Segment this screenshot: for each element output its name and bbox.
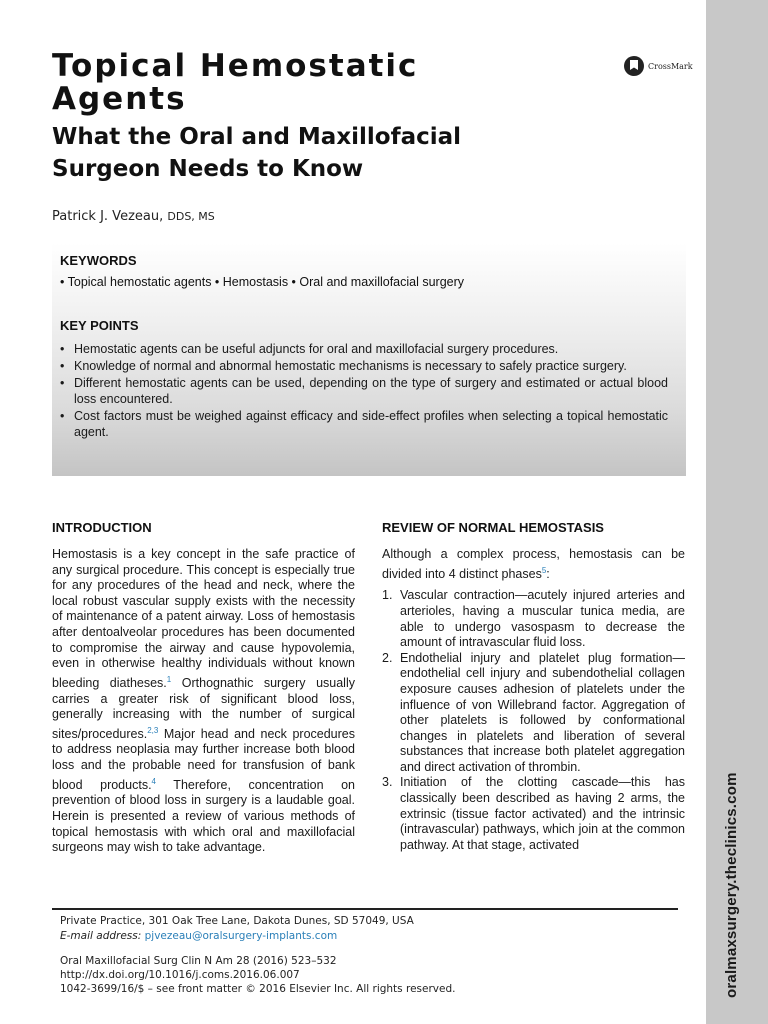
keywords-list: • Topical hemostatic agents • Hemostasis • Oral and maxillofacial surgery <box>60 275 465 289</box>
review-column <box>382 519 685 853</box>
key-point-item: • Different hemostatic agents can be used, depending on the type of surgery and estimated or actual blood loss encountered. <box>60 375 668 407</box>
reference-link[interactable]: 1 <box>166 674 172 684</box>
key-point-item: • Hemostatic agents can be useful adjuncts for oral and maxillofacial surgery procedures. <box>60 341 668 357</box>
phase-list <box>382 588 685 853</box>
phase-item: 1. Vascular contraction—acutely injured arteries and arterioles, having a muscular tunica media, are able to undergo vasospasm to decrease the amount of intravascular fluid loss. <box>382 588 685 650</box>
phase-item: 2. Endothelial injury and platelet plug formation—endothelial cell injury and subendothelial collagen exposure causes adhesion of platelets under the influence of von Willebrand factor. Aggregation of other platelets is followed by conformational changes in platelets and liberation of several substances that increase both platelet aggregation and direct activation of thrombin. <box>382 650 685 774</box>
footer-divider <box>52 908 678 910</box>
key-points-heading: KEY POINTS <box>60 318 139 333</box>
crossmark-icon <box>624 56 644 76</box>
phase-item: 3. Initiation of the clotting cascade—this has classically been described as having 2 arms, the extrinsic (tissue factor activated) and the intrinsic (intravascular) pathways, which join at the common pathway. At that stage, activated <box>382 775 685 852</box>
introduction-column <box>52 519 355 856</box>
review-intro: Although a complex process, hemostasis can be divided into 4 distinct phases$^5$: <box>382 547 685 581</box>
citation: Oral Maxillofacial Surg Clin N Am 28 (2016) 523–532 <box>60 955 337 967</box>
doi-link[interactable]: http://dx.doi.org/10.1016/j.coms.2016.06.007 <box>60 969 300 981</box>
key-points-list <box>60 341 668 441</box>
crossmark-badge[interactable] <box>624 56 693 76</box>
key-point-item: • Cost factors must be weighed against efficacy and side-effect profiles when selecting a topical hemostatic agent. <box>60 408 668 440</box>
author-line <box>52 209 215 224</box>
crossmark-label: CrossMark <box>648 61 693 71</box>
author-credentials: DDS, MS <box>167 210 215 223</box>
reference-link[interactable]: 5 <box>541 565 547 575</box>
keywords-box <box>52 243 686 476</box>
introduction-heading: INTRODUCTION <box>52 520 152 535</box>
copyright: 1042-3699/16/$ – see front matter © 2016 Elsevier Inc. All rights reserved. <box>60 983 456 995</box>
email-link[interactable]: pjvezeau@oralsurgery-implants.com <box>144 930 338 942</box>
key-point-item: • Knowledge of normal and abnormal hemostatic mechanisms is necessary to safely practice surgery. <box>60 358 668 374</box>
affiliation: Private Practice, 301 Oak Tree Lane, Dakota Dunes, SD 57049, USA <box>60 915 414 927</box>
keywords-heading: KEYWORDS <box>60 253 137 268</box>
author-name: Patrick J. Vezeau, <box>52 209 164 224</box>
article-subtitle: What the Oral and Maxillofacial Surgeon Needs to Know <box>52 124 462 182</box>
email-label: E-mail address: <box>60 930 142 942</box>
article-title: Topical Hemostatic Agents <box>52 48 419 117</box>
journal-url-vertical[interactable]: oralmaxsurgery.theclinics.com <box>723 772 740 998</box>
reference-link[interactable]: 2,3 <box>147 725 159 735</box>
reference-link[interactable]: 4 <box>151 776 156 786</box>
review-heading: REVIEW OF NORMAL HEMOSTASIS <box>382 520 604 535</box>
introduction-paragraph: Hemostasis is a key concept in the safe practice of any surgical procedure. This concept is especially true for any procedures of the head and neck, where the local robust vascular supply exists with the necessity of maintenance of a patent airway. Loss of hemostasis after dentoalveolar procedures has been documented to compromise the airway and cause hypovolemia, even in otherwise healthy individuals without known bleeding diatheses.$^1$ Orthognathic surgery usually carries a greater risk of significant blood loss, generally increasing with the number of surgical sites/procedures.$^{2,3}$ Major head and neck procedures to address neoplasia may further increase both blood loss and the probable need for transfusion of bank blood products.$^4$ Therefore, concentration on prevention of blood loss in surgery is a laudable goal. Herein is presented a review of various methods of topical hemostasis with which oral and maxillofacial surgeons may wish to take advantage. <box>52 547 355 855</box>
email-line <box>60 930 337 942</box>
